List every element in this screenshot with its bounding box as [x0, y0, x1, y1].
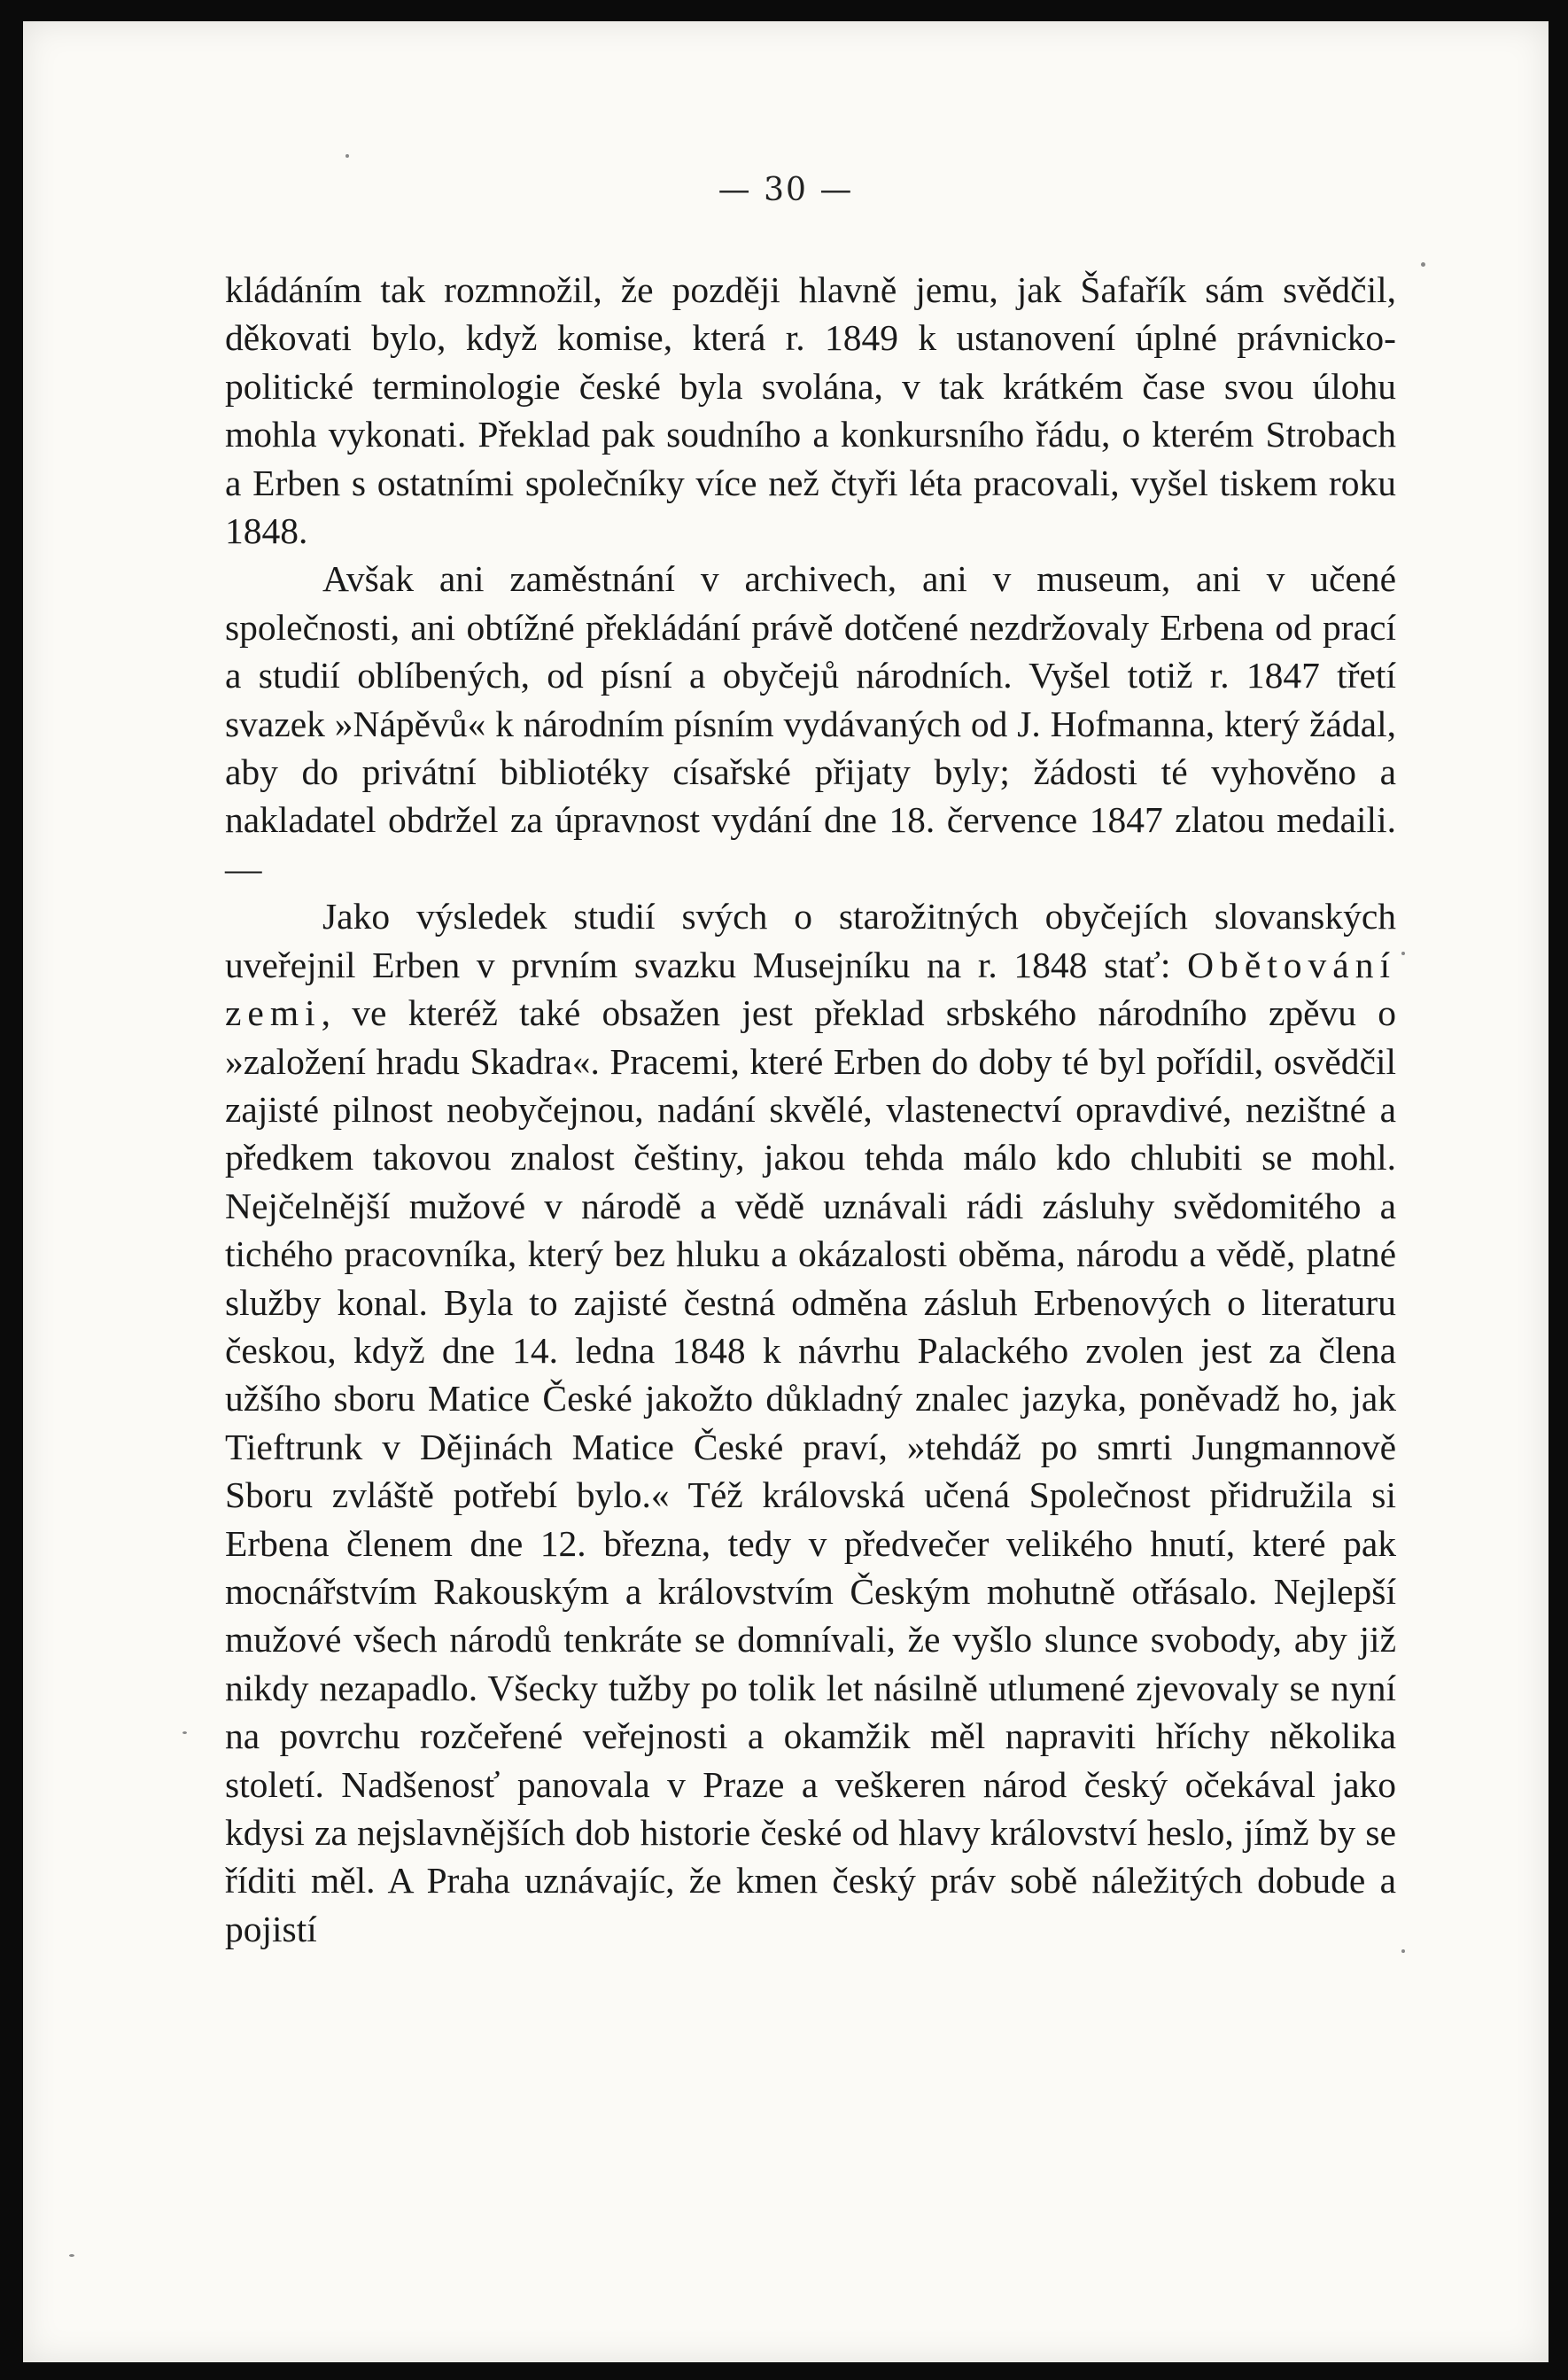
scan-speck	[1421, 262, 1425, 267]
paragraph-3	[225, 892, 1396, 1953]
paragraph-3-start: Jako výsledek studií svých o starožitných obyčejích slovanských uveřejnil Erben v prvním svazku Musejníku na r. 1848 stať:	[225, 896, 1396, 985]
scan-speck	[182, 1731, 187, 1734]
scan-speck	[1401, 952, 1405, 955]
paragraph-1: kládáním tak rozmnožil, že později hlavně jemu, jak Šafařík sám svědčil, děkovati bylo, když komise, která r. 1849 k ustanovení úplné právnicko-politické terminologie české byla svolána, v tak krátkém čase svou úlohu mohla vykonati. Překlad pak soudního a konkursního řádu, o kterém Strobach a Erben s ostatními společníky více než čtyři léta pracovali, vyšel tiskem roku 1848.	[225, 269, 1396, 552]
paragraph-3-rest: , ve kteréž také obsažen jest překlad srbského národního zpěvu o »založení hradu Skadra«. Pracemi, které Erben do doby té byl pořídil, osvědčil zajisté pilnost neobyčejnou, nadání skvělé, vlastenectví opravdivé, nezištné a předkem takovou znalost češtiny, jakou tehda málo kdo chlubiti se mohl. Nejčelnější mužové v národě a vědě uznávali rádi zásluhy svědomitého a tichého pracovníka, který bez hluku a okázalosti oběma, národu a vědě, platné služby konal. Byla to zajisté čestná odměna zásluh Erbenových o literaturu českou, když dne 14. ledna 1848 k návrhu Palackého zvolen jest za člena užšího sboru Matice České jakožto důkladný znalec jazyka, poněvadž ho, jak Tieftrunk v Dějinách Matice České praví, »tehdáž po smrti Jungmannově Sboru zvláště potřebí bylo.« Též královská učená Společnost přidružila si Erbena členem dne 12. března, tedy v předvečer velikého hnutí, které pak mocnářstvím Rakouským a královstvím Českým mohutně otřásalo. Nejlepší mužové všech národů tenkráte se domnívali, že vyšlo slunce svobody, aby již nikdy nezapadlo. Všecky tužby po tolik let násilně utlumené zjevovaly se nyní na povrchu rozčeřené veřejnosti a okamžik měl napraviti hříchy několika století. Nadšenosť panovala v Praze a veškeren národ český očekával jako kdysi za nejslavnějších dob historie české od hlavy království heslo, jímž by se říditi měl. A Praha uznávajíc, že kmen český práv sobě náležitých dobude a pojistí	[225, 992, 1396, 1949]
page-number: — 30 —	[718, 172, 854, 208]
book-page	[23, 21, 1549, 2362]
scan-speck	[1401, 1949, 1405, 1953]
scan-speck	[69, 2254, 74, 2257]
paragraph-2: Avšak ani zaměstnání v archivech, ani v museum, ani v učené společnosti, ani obtížné překládání právě dotčené nezdržovaly Erbena od prací a studií oblíbených, od písní a obyčejů národních. Vyšel totiž r. 1847 třetí svazek »Nápěvů« k národním písním vydávaných od J. Hofmanna, který žádal, aby do privátní bibliotéky císařské přijaty byly; žádosti té vyhověno a nakladatel obdržel za úpravnost vydání dne 18. července 1847 zlatou medaili. —	[225, 558, 1396, 889]
body-text	[225, 266, 1396, 1953]
scan-speck	[345, 154, 349, 158]
spaced-title: Obětování zemi	[225, 944, 1396, 1034]
